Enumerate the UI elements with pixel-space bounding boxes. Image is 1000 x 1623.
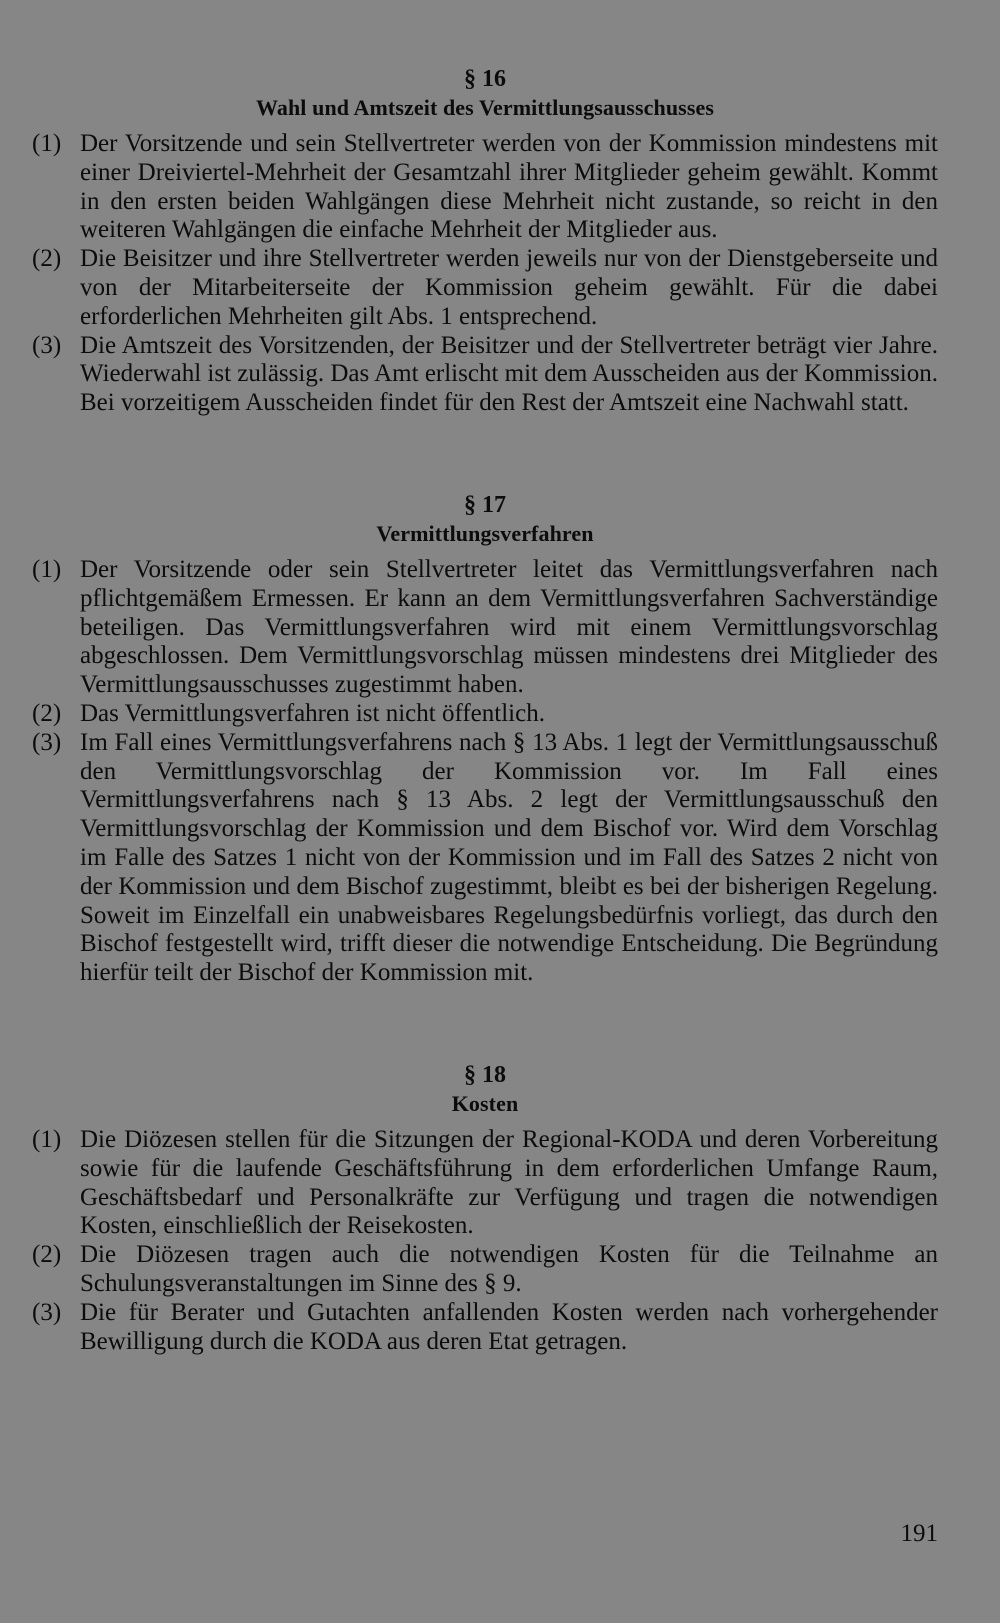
- section-title: Vermittlungsverfahren: [376, 520, 594, 546]
- paragraph: [32, 1241, 938, 1299]
- paragraph-text: Der Vorsitzende und sein Stellvertreter werden von der Kommission mindestens mit einer Dreiviertel-Mehrheit der Gesamtzahl ihrer Mitglieder geheim gewählt. Kommt in den ersten beiden Wahlgängen diese Mehrheit nicht zustande, so reicht in den weiteren Wahlgängen die einfache Mehrheit der Mitglieder aus.: [80, 130, 938, 244]
- paragraph-text: Das Vermittlungsverfahren ist nicht öffentlich.: [80, 699, 545, 727]
- paragraph-text: Die Beisitzer und ihre Stellvertreter werden jeweils nur von der Dienstgeberseite und von der Mitarbeiterseite der Kommission geheim gewählt. Für die dabei erforderlichen Mehrheiten gilt Abs. 1 entsprechend.: [80, 245, 938, 330]
- section-number: § 16: [464, 66, 506, 92]
- paragraph-number: (3): [32, 728, 62, 756]
- section-title: Wahl und Amtszeit des Vermittlungsausschusses: [255, 95, 715, 120]
- paragraph-number: (1): [32, 555, 62, 583]
- section-16: [32, 64, 938, 418]
- paragraph-number: (1): [32, 1125, 62, 1153]
- section-number: § 17: [464, 491, 506, 518]
- paragraph-text: Die Diözesen tragen auch die notwendigen Kosten für die Teilnahme an Schulungsveranstaltungen im Sinne des § 9.: [80, 1241, 938, 1297]
- paragraph-number: (2): [32, 245, 62, 273]
- paragraph-text: Der Vorsitzende oder sein Stellvertreter leitet das Vermittlungsverfahren nach pflichtgemäßem Ermessen. Er kann an dem Vermittlungsverfahren Sachverständige beteiligen. Das Vermittlungsverfahren wird mit einem Vermittlungsvorschlag abgeschlossen. Dem Vermittlungsvorschlag müssen mindestens drei Mitglieder des Vermittlungsausschusses zugestimmt haben.: [80, 555, 938, 699]
- paragraph: [32, 700, 938, 729]
- document-page: [32, 64, 938, 1356]
- paragraph-number: (2): [32, 1241, 62, 1269]
- paragraph: [32, 130, 938, 245]
- paragraph-number: (2): [32, 699, 62, 727]
- paragraph-number: (3): [32, 1298, 62, 1326]
- paragraph: [32, 1299, 938, 1357]
- paragraph: [32, 729, 938, 988]
- section-18: [32, 1060, 938, 1356]
- paragraph: [32, 245, 938, 331]
- paragraph-number: (3): [32, 331, 62, 359]
- page-number: 191: [900, 1520, 938, 1547]
- paragraph: [32, 1126, 938, 1241]
- section-number: § 18: [464, 1061, 506, 1088]
- paragraph-text: Die Diözesen stellen für die Sitzungen der Regional-KODA und deren Vorbereitung sowie für die laufende Geschäftsführung in dem erforderlichen Umfange Raum, Geschäftsbedarf und Personalkräfte zur Verfügung und tragen die notwendigen Kosten, einschließlich der Reisekosten.: [80, 1125, 938, 1240]
- section-title: Kosten: [451, 1090, 519, 1116]
- paragraph-text: Im Fall eines Vermittlungsverfahrens nach § 13 Abs. 1 legt der Vermittlungsausschuß den Vermittlungsvorschlag der Kommission vor. Im Fall eines Vermittlungsverfahrens nach § 13 Abs. 2 legt der Vermittlungsausschuß den Vermittlungsvorschlag der Kommission und dem Bischof vor. Wird dem Vorschlag im Falle des Satzes 1 nicht von der Kommission und im Fall des Satzes 2 nicht von der Kommission und dem Bischof zugestimmt, bleibt es bei der bisherigen Regelung. Soweit im Einzelfall ein unabweisbares Regelungsbedürfnis vorliegt, das durch den Bischof festgestellt wird, trifft dieser die notwendige Entscheidung. Die Begründung hierfür teilt der Bischof der Kommission mit.: [80, 728, 938, 987]
- paragraph-text: Die für Berater und Gutachten anfallenden Kosten werden nach vorhergehender Bewilligung durch die KODA aus deren Etat getragen.: [80, 1298, 938, 1355]
- section-17: [32, 490, 938, 988]
- paragraph-text: Die Amtszeit des Vorsitzenden, der Beisitzer und der Stellvertreter beträgt vier Jahre. Wiederwahl ist zulässig. Das Amt erlischt mit dem Ausscheiden aus der Kommission. Bei vorzeitigem Ausscheiden findet für den Rest der Amtszeit eine Nachwahl statt.: [80, 331, 938, 417]
- paragraph: [32, 556, 938, 700]
- paragraph-number: (1): [32, 130, 62, 157]
- paragraph: [32, 332, 938, 418]
